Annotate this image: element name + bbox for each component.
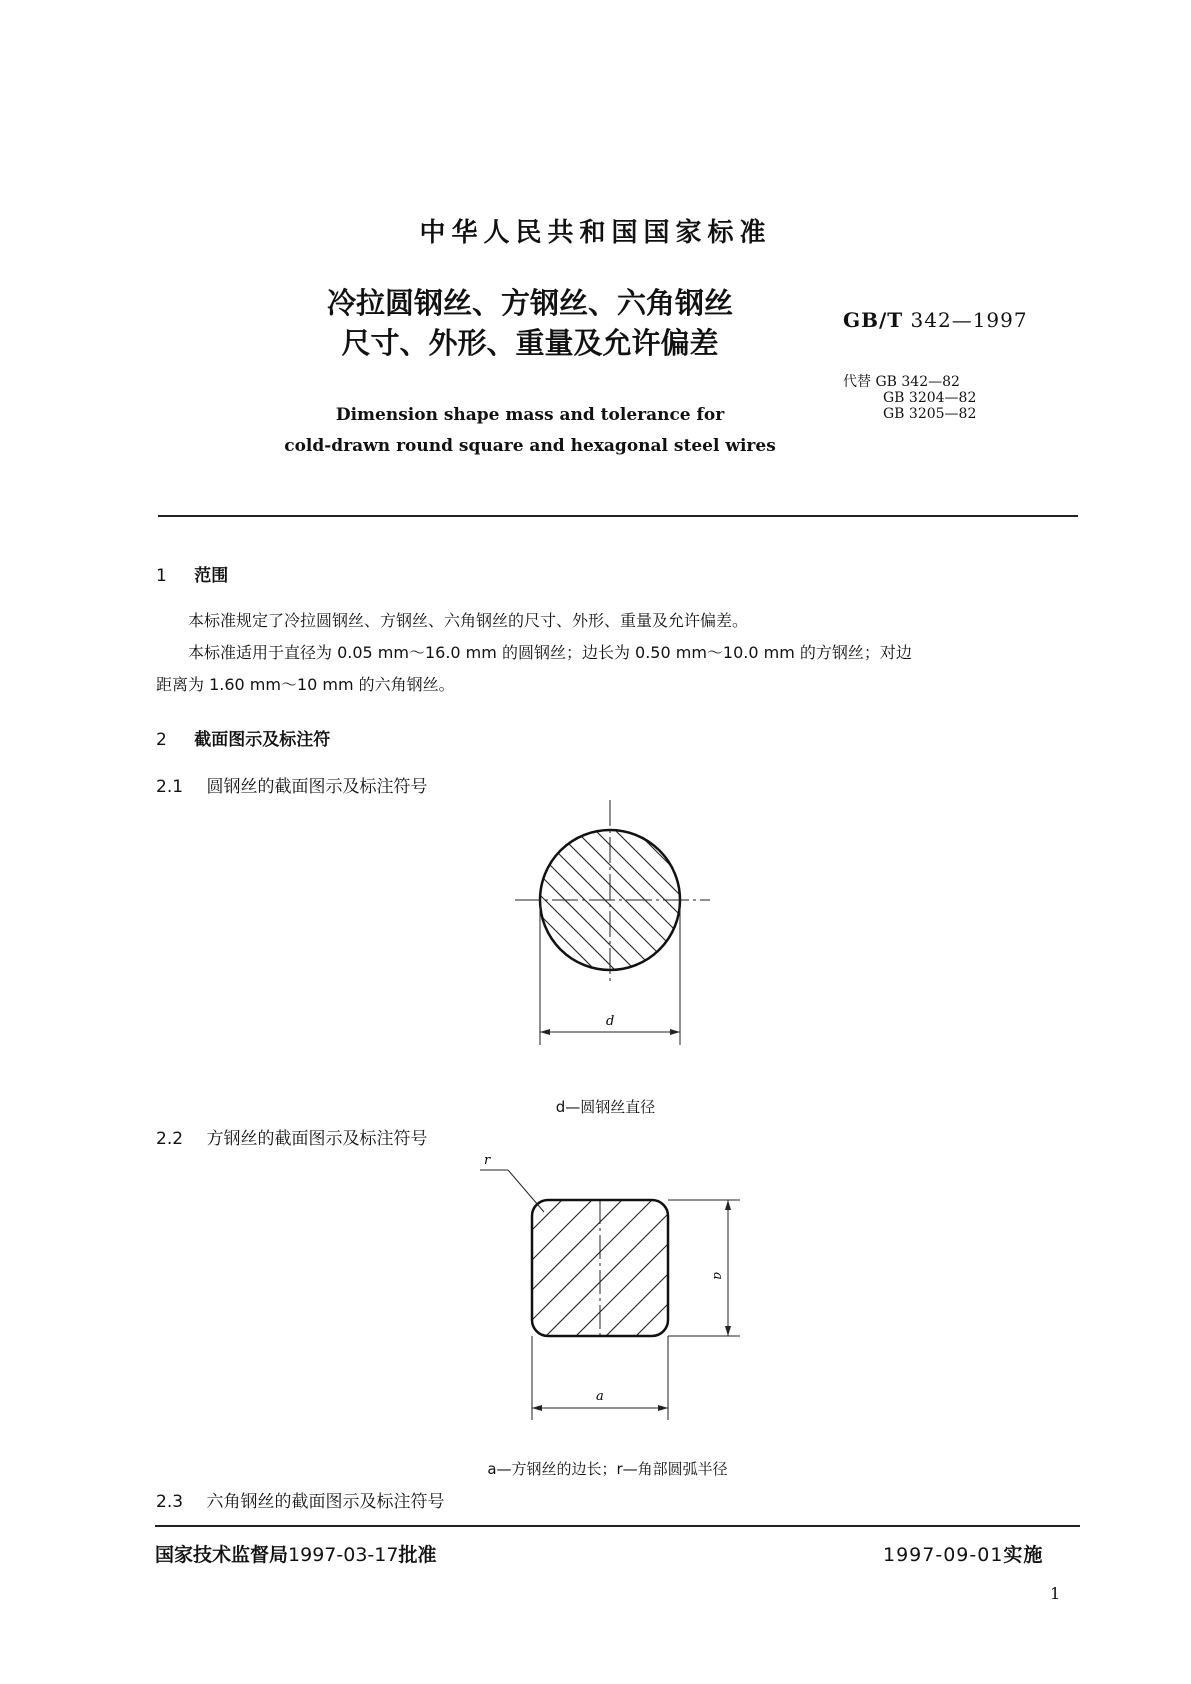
- footer-divider: [155, 1525, 1080, 1527]
- approval-org: 国家技术监督局: [155, 1544, 289, 1566]
- replaces-block: [843, 374, 976, 422]
- dimension-arrow-right: [658, 1405, 668, 1411]
- section-number: 2: [156, 730, 167, 750]
- dimension-arrow-left: [540, 1029, 550, 1035]
- header-divider: [158, 515, 1078, 517]
- section-number: 2.2: [156, 1129, 184, 1149]
- round-wire-caption: d—圆钢丝直径: [555, 1098, 656, 1116]
- section-title: 六角钢丝的截面图示及标注符号: [206, 1492, 445, 1512]
- section-2-heading: [156, 725, 330, 750]
- square-wire-figure: [470, 1150, 770, 1430]
- replaced-standard: GB 3205—82: [883, 406, 977, 422]
- section-2-2-heading: [156, 1124, 427, 1149]
- title-cn-line2: 尺寸、外形、重量及允许偏差: [341, 326, 719, 360]
- title-en-line2: cold-drawn round square and hexagonal steel wires: [284, 436, 776, 456]
- approval-word: 批准: [398, 1544, 437, 1566]
- section-title: 范围: [194, 566, 229, 586]
- dimension-arrow-top: [725, 1200, 731, 1210]
- section-number: 2.1: [156, 777, 184, 797]
- scope-text: 距离为 1.60 mm～10 mm 的六角钢丝。: [156, 675, 455, 694]
- label-a-horizontal: a: [596, 1389, 604, 1404]
- radius-leader-diagonal: [508, 1170, 544, 1212]
- scope-paragraph-1: [156, 605, 1086, 637]
- replaced-standard: GB 3204—82: [883, 390, 977, 406]
- square-wire-hatching: [532, 1200, 770, 1430]
- replaced-standard: GB 342—82: [875, 374, 960, 390]
- standard-prefix: GB/T: [843, 308, 904, 332]
- section-number: 1: [156, 566, 167, 586]
- scope-text: 本标准规定了冷拉圆钢丝、方钢丝、六角钢丝的尺寸、外形、重量及允许偏差。: [188, 611, 749, 630]
- effective-date: 1997-09-01: [883, 1544, 1004, 1566]
- effective-word: 实施: [1003, 1544, 1044, 1566]
- section-title: 截面图示及标注符: [194, 730, 331, 750]
- round-wire-hatching: [500, 795, 750, 995]
- effective-line: [883, 1540, 1043, 1567]
- dimension-arrow-left: [532, 1405, 542, 1411]
- label-a-vertical: a: [710, 1272, 725, 1280]
- approval-line: [155, 1540, 436, 1567]
- square-wire-caption: a—方钢丝的边长；r—角部圆弧半径: [487, 1460, 728, 1478]
- standard-code: [843, 308, 1028, 332]
- title-en-line1: Dimension shape mass and tolerance for: [335, 405, 725, 425]
- replaces-label: 代替: [843, 374, 871, 390]
- scope-paragraph-2: [156, 637, 1086, 701]
- scope-text: 本标准适用于直径为 0.05 mm～16.0 mm 的圆钢丝；边长为 0.50 mm～10.0 mm 的方钢丝；对边: [188, 643, 912, 662]
- section-title: 圆钢丝的截面图示及标注符号: [206, 777, 428, 797]
- section-number: 2.3: [156, 1492, 184, 1512]
- section-1-heading: [156, 561, 228, 586]
- page-number: 1: [1050, 1584, 1061, 1603]
- label-d: d: [606, 1014, 615, 1029]
- label-r: r: [484, 1153, 491, 1168]
- round-wire-figure: [500, 795, 750, 1055]
- section-2-1-heading: [156, 772, 427, 797]
- dimension-arrow-right: [670, 1029, 680, 1035]
- approval-date: 1997-03-17: [288, 1544, 399, 1566]
- section-title: 方钢丝的截面图示及标注符号: [206, 1129, 428, 1149]
- dimension-arrow-bottom: [725, 1326, 731, 1336]
- title-cn-line1: 冷拉圆钢丝、方钢丝、六角钢丝: [326, 286, 733, 320]
- standard-number: 342—1997: [910, 308, 1028, 332]
- national-standard-header: 中华人民共和国国家标准: [419, 218, 772, 248]
- section-2-3-heading: [156, 1487, 444, 1512]
